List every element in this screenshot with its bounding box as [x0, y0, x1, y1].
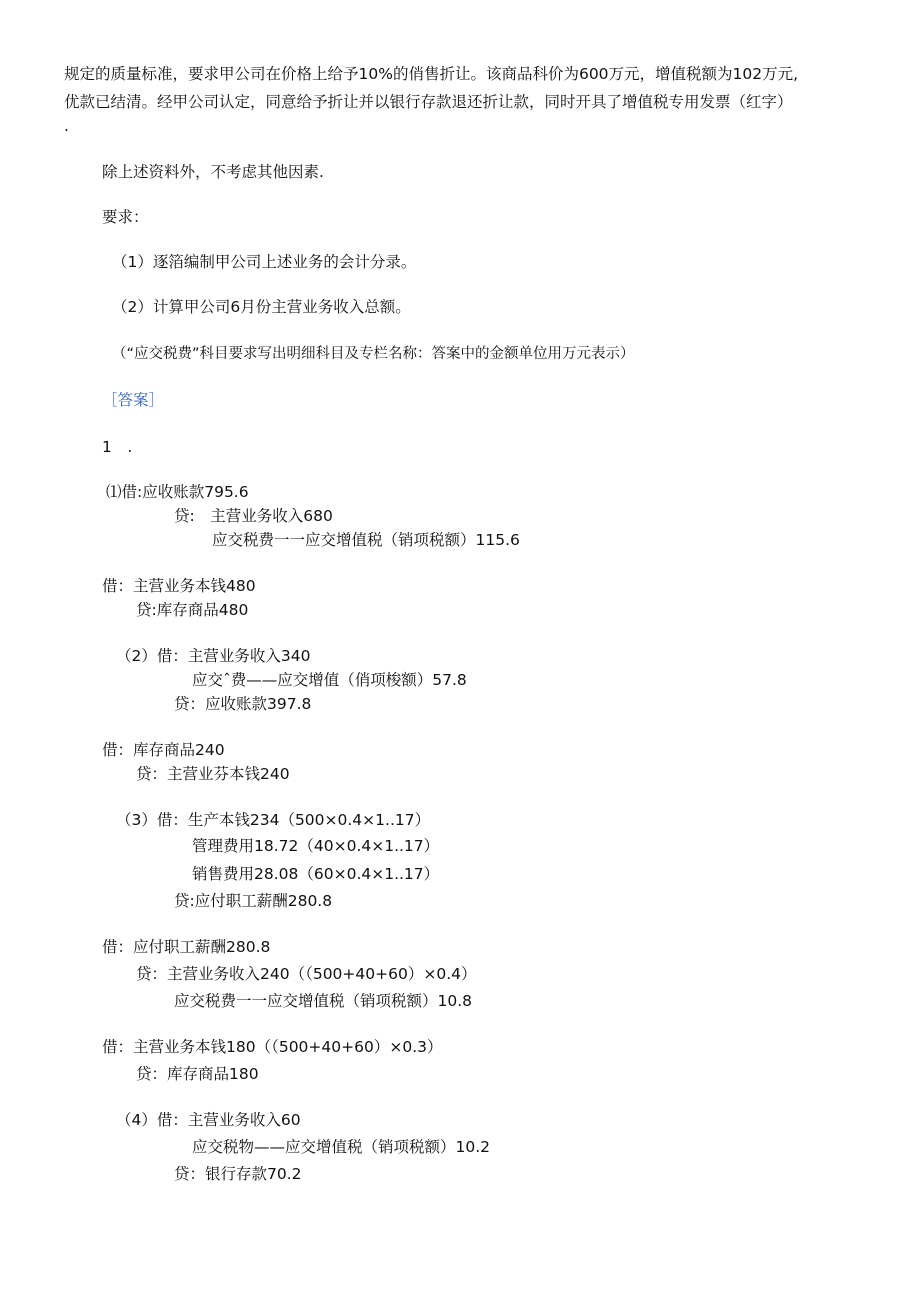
entry-3-debit-3: 销售费用28.08（60×0.4×1..17）: [192, 865, 440, 883]
entry-1b-debit: 借：主营业务本钱480: [102, 577, 256, 595]
entry-4-debit-1: （4）借：主营业务收入60: [116, 1111, 301, 1129]
entry-2-debit-1: （2）借：主营业务收入340: [116, 647, 311, 665]
entry-3-debit-1: （3）借：生产本钱234（500×0.4×1..17）: [116, 811, 431, 829]
entry-2-credit: 贷：应收账款397.8: [174, 695, 312, 713]
intro-line-1: 规定的质量标准，要求甲公司在价格上给予10%的俏售折让。该商品科价为600万元，增值税额为102万元,: [64, 65, 799, 83]
intro-line-2: 优款已结清。经甲公司认定，同意给予折让并以银行存款退还折让款，同时开具了增值税专用发票（红字）: [64, 93, 793, 111]
entry-2b-credit: 贷：主营业芬本钱240: [136, 765, 290, 783]
note-other-factors: 除上述资料外，不考虑其他因素.: [102, 163, 324, 181]
entry-1-credit-1: 贷: 主营业务收入680: [174, 507, 333, 525]
entry-3b-credit-1: 贷：主营业务收入240（（500+40+60）×0.4）: [136, 965, 477, 983]
entry-2b-debit: 借：库存商品240: [102, 741, 225, 759]
entry-3-credit: 贷:应付职工薪酬280.8: [174, 892, 333, 910]
requirement-note: （“应交税费”科目要求写出明细科目及专栏名称：答案中的金额单位用万元表示）: [112, 346, 635, 362]
entry-3-debit-2: 管理费用18.72（40×0.4×1..17）: [192, 837, 440, 855]
entry-3b-credit-2: 应交税费一一应交增值税（销项税额）10.8: [174, 992, 473, 1010]
entry-1-credit-2: 应交税费一一应交增值税（销项税额）115.6: [212, 531, 520, 549]
entry-3b-debit: 借：应付职工薪酬280.8: [102, 938, 271, 956]
entry-3c-debit: 借：主营业务本钱180（（500+40+60）×0.3）: [102, 1038, 443, 1056]
entry-3c-credit: 贷：库存商品180: [136, 1065, 259, 1083]
requirement-item-1: （1）逐箔编制甲公司上述业务的会计分录。: [112, 253, 417, 271]
entry-4-credit: 贷：银行存款70.2: [174, 1165, 302, 1183]
requirement-item-2: （2）计算甲公司6月份主营业务收入总额。: [112, 298, 411, 316]
entry-4-debit-2: 应交税物——应交增值税（销项税额）10.2: [192, 1138, 491, 1156]
requirements-title: 要求：: [102, 208, 149, 226]
answer-tag: ［答案］: [102, 391, 165, 409]
answer-number: 1 .: [102, 438, 133, 456]
intro-line-3: .: [64, 117, 69, 135]
entry-2-debit-2: 应交ˆ费——应交增值（俏项梭额）57.8: [192, 671, 467, 689]
entry-1-debit: ⑴借:应收账款795.6: [106, 483, 249, 501]
entry-1b-credit: 贷:库存商品480: [136, 601, 249, 619]
